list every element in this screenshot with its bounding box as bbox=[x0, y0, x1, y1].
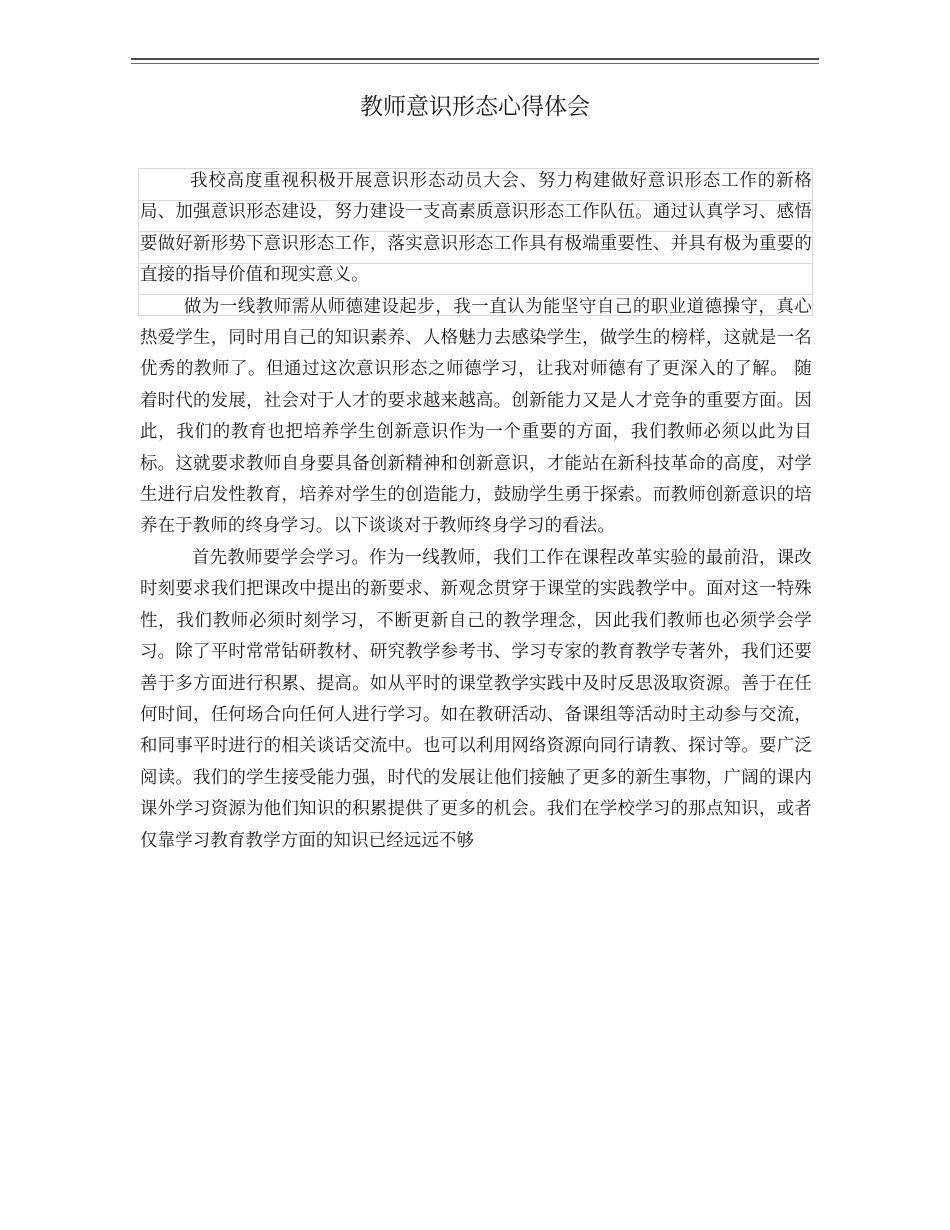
first-paragraph-border-side bbox=[138, 168, 139, 315]
paragraph: 做为一线教师需从师德建设起步，我一直认为能坚守自己的职业道德操守，真心热爱学生，同时用自己的知识素养、人格魅力去感染学生，做学生的榜样，这就是一名优秀的教师了。但通过这次意识形态之师德学习，让我对师德有了更深入的了解。 随着时代的发展，社会对于人才的要求越来越高。创新能力又是人才竞争的重要方面。因此，我们的教育也把培养学生创新意识作为一个重要的方面，我们教师必须以此为目标。这就要求教师自身要具备创新精神和创新意识，才能站在新科技革命的高度，对学生进行启发性教育，培养对学生的创造能力，鼓励学生勇于探索。而教师创新意识的培养在于教师的终身学习。以下谈谈对于教师终身学习的看法。 bbox=[140, 296, 812, 537]
paragraph: 我校高度重视积极开展意识形态动员大会、努力构建做好意识形态工作的新格局、加强意识形态建设，努力建设一支高素质意识形态工作队伍。通过认真学习、感悟要做好新形势下意识形态工作，落实意识形态工作具有极端重要性、并具有极为重要的直接的指导价值和现实意义。 bbox=[140, 171, 812, 286]
document-title: 教师意识形态心得体会 bbox=[360, 94, 590, 120]
header-rule-bottom bbox=[131, 63, 819, 64]
header-rule-top bbox=[131, 58, 819, 60]
paragraph: 首先教师要学会学习。作为一线教师，我们工作在课程改革实验的最前沿，课改时刻要求我们把课改中提出的新要求、新观念贯穿于课堂的实践教学中。面对这一特殊性，我们教师必须时刻学习，不断更新自己的教学理念，因此我们教师也必须学会学习。除了平时常常钻研教材、研究教学参考书、学习专家的教育教学专著外，我们还要善于多方面进行积累、提高。如从平时的课堂教学实践中及时反思汲取资源。善于在任何时间，任何场合向任何人进行学习。如在教研活动、备课组等活动时主动参与交流，和同事平时进行的相关谈话交流中。也可以利用网络资源向同行请教、探讨等。要广泛阅读。我们的学生接受能力强，时代的发展让他们接触了更多的新生事物，广阔的课内课外学习资源为他们知识的积累提供了更多的机会。我们在学校学习的那点知识，或者仅靠学习教育教学方面的知识已经远远不够 bbox=[140, 547, 812, 851]
document-body bbox=[140, 166, 812, 857]
first-paragraph-border-side bbox=[812, 168, 813, 315]
